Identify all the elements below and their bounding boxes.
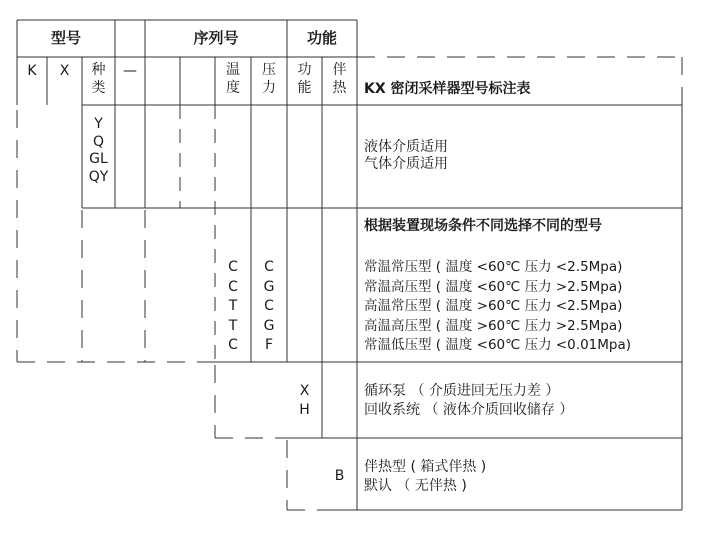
temperature-code: C <box>228 259 238 275</box>
conditions-heading: 根据装置现场条件不同选择不同的型号 <box>364 218 602 234</box>
pressure-code: F <box>264 337 274 353</box>
pressure-codes <box>251 258 287 356</box>
subheader-temperature-line: 度 <box>226 79 240 96</box>
subheader-type-line: 种 <box>91 62 106 78</box>
subheader-function <box>287 62 322 97</box>
medium-codes <box>82 116 115 186</box>
medium-line: 液体介质适用 <box>364 139 448 155</box>
condition-line: 高温常压型 ( 温度 >60℃ 压力 <2.5Mpa) <box>364 298 623 314</box>
header-model: 型号 <box>50 29 81 47</box>
function-code: X <box>299 383 310 399</box>
medium-code: GL <box>89 151 108 167</box>
function-code: H <box>299 402 310 418</box>
header-function: 功能 <box>306 29 337 47</box>
medium-code: Y <box>94 116 103 132</box>
header-serial-number: 序列号 <box>193 29 239 47</box>
pressure-code: G <box>263 278 275 295</box>
medium-description <box>364 139 448 173</box>
heating-code: B <box>334 468 345 484</box>
pressure-code: C <box>264 298 274 314</box>
condition-line: 高温高压型 ( 温度 >60℃ 压力 >2.5Mpa) <box>364 317 623 334</box>
conditions-description <box>364 258 631 356</box>
function-codes <box>287 382 322 420</box>
code-x: X <box>59 63 70 79</box>
code-k: K <box>27 63 37 79</box>
subheader-temperature <box>215 62 251 97</box>
medium-code: QY <box>88 168 109 185</box>
heating-line: 伴热型 ( 箱式伴热 ) <box>364 459 487 475</box>
subheader-heat-line: 伴 <box>332 62 347 78</box>
subheader-heat-tracing <box>322 62 357 97</box>
subheader-function-line: 能 <box>297 79 312 96</box>
temperature-code: C <box>228 337 238 353</box>
heating-description <box>364 458 486 496</box>
condition-line: 常温高压型 ( 温度 <60℃ 压力 >2.5Mpa) <box>364 278 623 295</box>
pressure-code: C <box>264 259 274 275</box>
function-description <box>364 382 573 420</box>
subheader-heat-line: 热 <box>332 79 347 96</box>
temperature-code: C <box>228 278 238 295</box>
subheader-temperature-line: 温 <box>226 62 240 78</box>
subheader-type-line: 类 <box>91 79 106 96</box>
subheader-function-line: 功 <box>297 62 312 78</box>
subheader-pressure-line: 压 <box>262 62 276 78</box>
subheader-dash: — <box>123 63 137 79</box>
medium-code: Q <box>92 133 105 150</box>
condition-line: 常温常压型 ( 温度 <60℃ 压力 <2.5Mpa) <box>364 259 623 275</box>
temperature-codes <box>215 258 251 356</box>
subheader-pressure-line: 力 <box>262 79 276 96</box>
temperature-code: T <box>228 317 238 334</box>
condition-line: 常温低压型 ( 温度 <60℃ 压力 <0.01Mpa) <box>364 337 632 353</box>
function-line: 循环泵 （ 介质进回无压力差 ） <box>364 383 560 399</box>
subheader-pressure <box>251 62 287 97</box>
temperature-code: T <box>228 298 238 314</box>
table-title: KX 密闭采样器型号标注表 <box>364 81 531 97</box>
heating-line: 默认 （ 无伴热 ) <box>364 478 467 494</box>
subheader-type <box>82 62 115 97</box>
medium-line: 气体介质适用 <box>364 156 448 172</box>
function-line: 回收系统 （ 液体介质回收储存 ） <box>364 402 574 418</box>
pressure-code: G <box>263 317 275 334</box>
